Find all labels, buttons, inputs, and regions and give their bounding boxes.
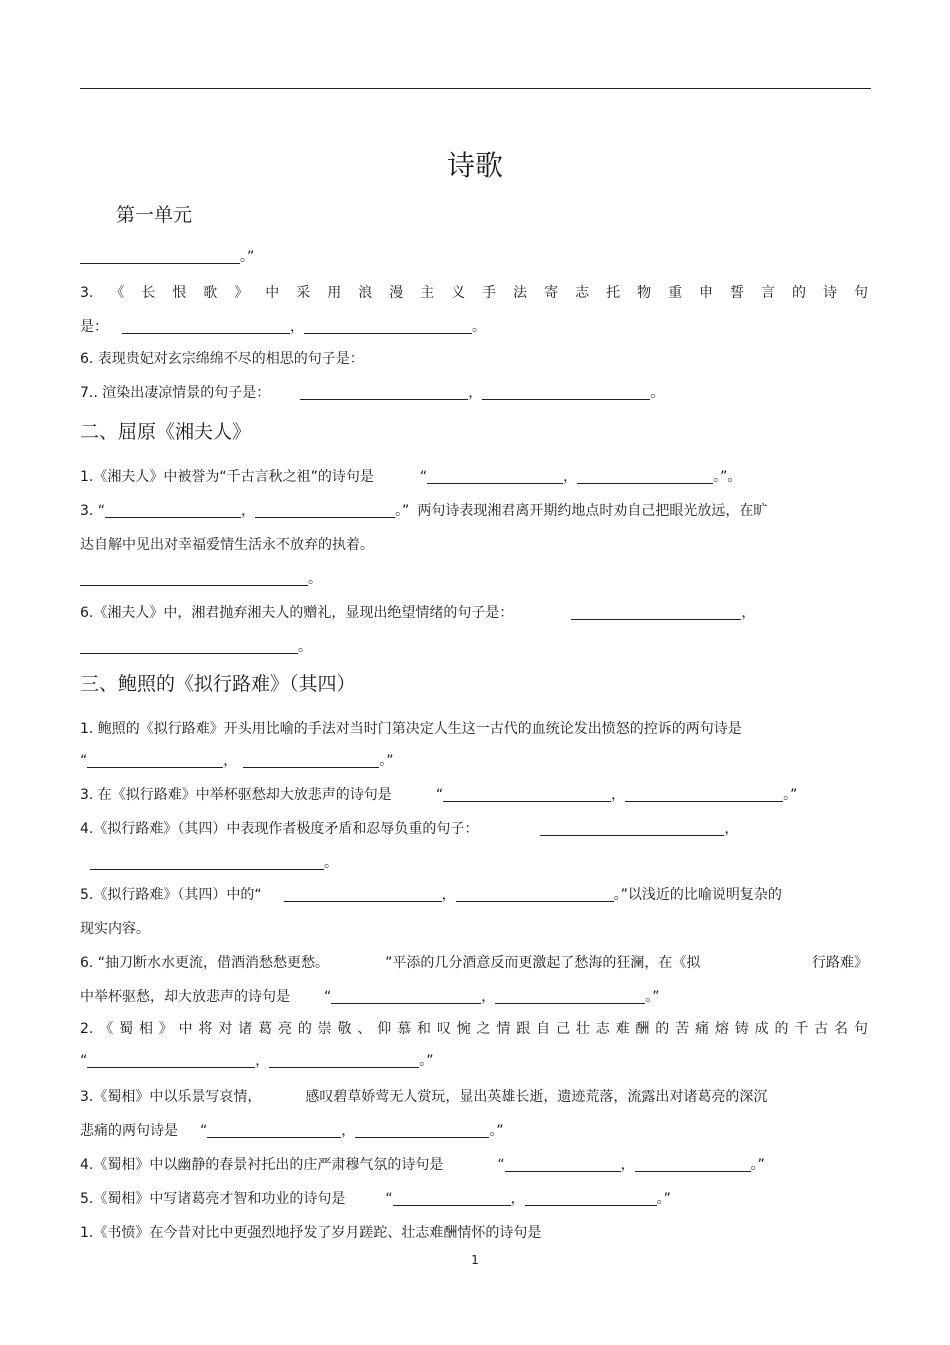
question-char: 慕 xyxy=(397,1021,412,1037)
question-char: 长 xyxy=(141,285,156,301)
question-line: 悲痛的两句诗是 “ ， 。” xyxy=(80,1123,504,1139)
question-char: 主 xyxy=(420,285,435,301)
question-char: 3. xyxy=(80,285,94,301)
answer-blank[interactable] xyxy=(331,989,481,1004)
question-char: 痛 xyxy=(695,1021,709,1037)
question-line: 达自解中见出对幸福爱情生活永不放弃的执着。 xyxy=(80,537,374,553)
answer-blank[interactable] xyxy=(571,605,741,620)
question-char: 难 xyxy=(615,1021,630,1037)
question-line: 7.. 渲染出凄凉情景的句子是： ， 。 xyxy=(80,385,665,401)
question-line: 1.《湘夫人》中被誉为“千古言秋之祖”的诗句是 “ ， 。”。 xyxy=(80,469,742,485)
question-char: 蜀 xyxy=(119,1021,134,1037)
page-number: 1 xyxy=(471,1253,479,1267)
answer-blank[interactable] xyxy=(577,469,713,484)
question-line: 4.《蜀相》中以幽静的春景衬托出的庄严肃穆气氛的诗句是 “ ， 。” xyxy=(80,1157,765,1173)
question-char: 的 xyxy=(655,1021,670,1037)
question-char: 葛 xyxy=(258,1021,273,1037)
question-line: 4.《拟行路难》（其四）中表现作者极度矛盾和忍辱负重的句子： ， xyxy=(80,821,739,837)
question-char: 和 xyxy=(416,1021,431,1037)
answer-blank[interactable] xyxy=(482,385,650,400)
question-char: 酬 xyxy=(635,1021,650,1037)
answer-blank[interactable] xyxy=(90,855,324,870)
answer-blank[interactable] xyxy=(456,887,614,902)
question-char: 中 xyxy=(265,285,280,301)
answer-blank[interactable] xyxy=(505,1157,621,1172)
answer-blank[interactable] xyxy=(87,1053,255,1068)
answer-blank[interactable] xyxy=(80,639,298,654)
question-line: 。 xyxy=(80,854,338,872)
question-char: 申 xyxy=(699,285,714,301)
section-heading: 三、鲍照的《拟行路难》（其四） xyxy=(80,673,356,695)
question-line: 。 xyxy=(80,570,322,588)
answer-blank[interactable] xyxy=(243,753,379,768)
question-char: 的 xyxy=(774,1021,789,1037)
question-char: 对 xyxy=(218,1021,233,1037)
question-char: 崇 xyxy=(317,1021,332,1037)
answer-blank[interactable] xyxy=(525,1191,657,1206)
question-line: 3.《蜀相》中以乐景写哀情， 感叹碧草娇莺无人赏玩，显出英雄长逝，遗迹荒落，流露出对诸葛亮的深沉 xyxy=(80,1089,768,1105)
answer-blank[interactable] xyxy=(625,787,783,802)
question-char: 采 xyxy=(296,285,311,301)
question-char: 壮 xyxy=(575,1021,590,1037)
answer-blank[interactable] xyxy=(207,1123,341,1138)
question-char: 诗 xyxy=(822,285,837,301)
answer-blank[interactable] xyxy=(495,989,645,1004)
question-char: 歌 xyxy=(203,285,218,301)
question-char: 苦 xyxy=(675,1021,690,1037)
question-line xyxy=(80,284,868,302)
question-char: 浪 xyxy=(358,285,373,301)
answer-blank[interactable] xyxy=(80,249,240,264)
answer-blank[interactable] xyxy=(87,753,223,768)
question-char: 己 xyxy=(555,1021,570,1037)
question-line xyxy=(80,1020,868,1038)
question-char: 熔 xyxy=(714,1021,729,1037)
question-line: 3. “ ， 。” 两句诗表现湘君离开期约地点时劝自己把眼光放远，在旷 xyxy=(80,503,768,519)
question-char: 相 xyxy=(138,1021,153,1037)
answer-blank[interactable] xyxy=(393,1191,511,1206)
question-char: 2. xyxy=(80,1021,94,1037)
question-line: “ ， 。” xyxy=(80,1053,434,1069)
question-char: 句 xyxy=(853,285,868,301)
question-char: 《 xyxy=(110,285,125,301)
question-char: 》 xyxy=(158,1021,173,1037)
question-char: 手 xyxy=(482,285,497,301)
question-line: 6. 表现贵妃对玄宗绵绵不尽的相思的句子是： xyxy=(80,351,364,367)
question-line: 。 xyxy=(80,638,312,656)
question-char: 志 xyxy=(595,1021,610,1037)
question-char: 法 xyxy=(513,285,528,301)
question-char: 铸 xyxy=(734,1021,749,1037)
answer-blank[interactable] xyxy=(355,1123,489,1138)
question-char: 跟 xyxy=(516,1021,531,1037)
question-line: 3. 在《拟行路难》中举杯驱愁却大放悲声的诗句是 “ ， 。” xyxy=(80,787,798,803)
question-line: 是： ， 。 xyxy=(80,319,486,335)
question-char: 仰 xyxy=(377,1021,392,1037)
question-char: 义 xyxy=(451,285,466,301)
question-char: 言 xyxy=(761,285,776,301)
question-line: 中举杯驱愁，却大放悲声的诗句是 “ ， 。” xyxy=(80,989,660,1005)
question-char: 重 xyxy=(668,285,683,301)
question-char: 》 xyxy=(234,285,249,301)
question-char: 将 xyxy=(198,1021,213,1037)
question-char: 惋 xyxy=(456,1021,471,1037)
answer-blank[interactable] xyxy=(635,1157,751,1172)
question-line: 1.《书愤》在今昔对比中更强烈地抒发了岁月蹉跎、壮志难酬情怀的诗句是 xyxy=(80,1225,542,1241)
section-heading: 二、屈原《湘夫人》 xyxy=(80,421,252,443)
question-line: 5.《拟行路难》（其四）中的“ ， 。”以浅近的比喻说明复杂的 xyxy=(80,887,782,903)
question-char: 敬 xyxy=(337,1021,352,1037)
answer-blank[interactable] xyxy=(284,887,442,902)
question-char: 中 xyxy=(178,1021,193,1037)
question-char: 叹 xyxy=(436,1021,451,1037)
question-char: 誓 xyxy=(730,285,745,301)
page-title: 诗歌 xyxy=(446,149,503,182)
question-char: 寄 xyxy=(544,285,559,301)
question-line: 6. “抽刀断水水更流，借酒消愁愁更愁。 ”平添的几分酒意反而更激起了愁海的狂澜，在《拟 行路难》 xyxy=(80,955,868,971)
answer-blank[interactable] xyxy=(443,787,611,802)
answer-blank[interactable] xyxy=(427,469,563,484)
question-char: 千 xyxy=(794,1021,809,1037)
question-char: 用 xyxy=(327,285,342,301)
question-char: 、 xyxy=(357,1021,372,1037)
answer-blank[interactable] xyxy=(540,821,724,836)
answer-blank[interactable] xyxy=(269,1053,419,1068)
question-char: 志 xyxy=(575,285,590,301)
question-char: 漫 xyxy=(389,285,404,301)
answer-blank[interactable] xyxy=(300,385,468,400)
unit-heading: 第一单元 xyxy=(116,204,193,226)
question-line: 6.《湘夫人》中，湘君抛弃湘夫人的赠礼，显现出绝望情绪的句子是： ， xyxy=(80,605,756,621)
answer-blank[interactable] xyxy=(105,503,241,518)
question-line: 1. 鲍照的《拟行路难》开头用比喻的手法对当时门第决定人生这一古代的血统论发出愤怒的控诉的两句诗是 xyxy=(80,721,742,737)
question-char: 托 xyxy=(606,285,621,301)
question-char: 物 xyxy=(637,285,652,301)
header-rule xyxy=(80,88,871,89)
question-char: 古 xyxy=(814,1021,829,1037)
question-line: 5.《蜀相》中写诸葛亮才智和功业的诗句是 “ ， 。” xyxy=(80,1191,671,1207)
question-char: 自 xyxy=(536,1021,551,1037)
question-char: 《 xyxy=(99,1021,114,1037)
answer-blank[interactable] xyxy=(255,503,395,518)
answer-blank[interactable] xyxy=(80,571,308,586)
question-char: 句 xyxy=(853,1021,868,1037)
question-char: 诸 xyxy=(238,1021,253,1037)
question-char: 的 xyxy=(792,285,806,301)
question-char: 的 xyxy=(297,1021,312,1037)
question-char: 情 xyxy=(496,1021,511,1037)
question-char: 亮 xyxy=(277,1021,292,1037)
question-char: 之 xyxy=(476,1021,491,1037)
question-line: 。” xyxy=(80,248,254,266)
question-char: 名 xyxy=(834,1021,849,1037)
question-char: 成 xyxy=(754,1021,769,1037)
answer-blank[interactable] xyxy=(304,319,472,334)
answer-blank[interactable] xyxy=(122,319,290,334)
question-line: “ ， 。” xyxy=(80,753,394,769)
question-char: 恨 xyxy=(172,285,187,301)
question-line: 现实内容。 xyxy=(80,921,150,937)
